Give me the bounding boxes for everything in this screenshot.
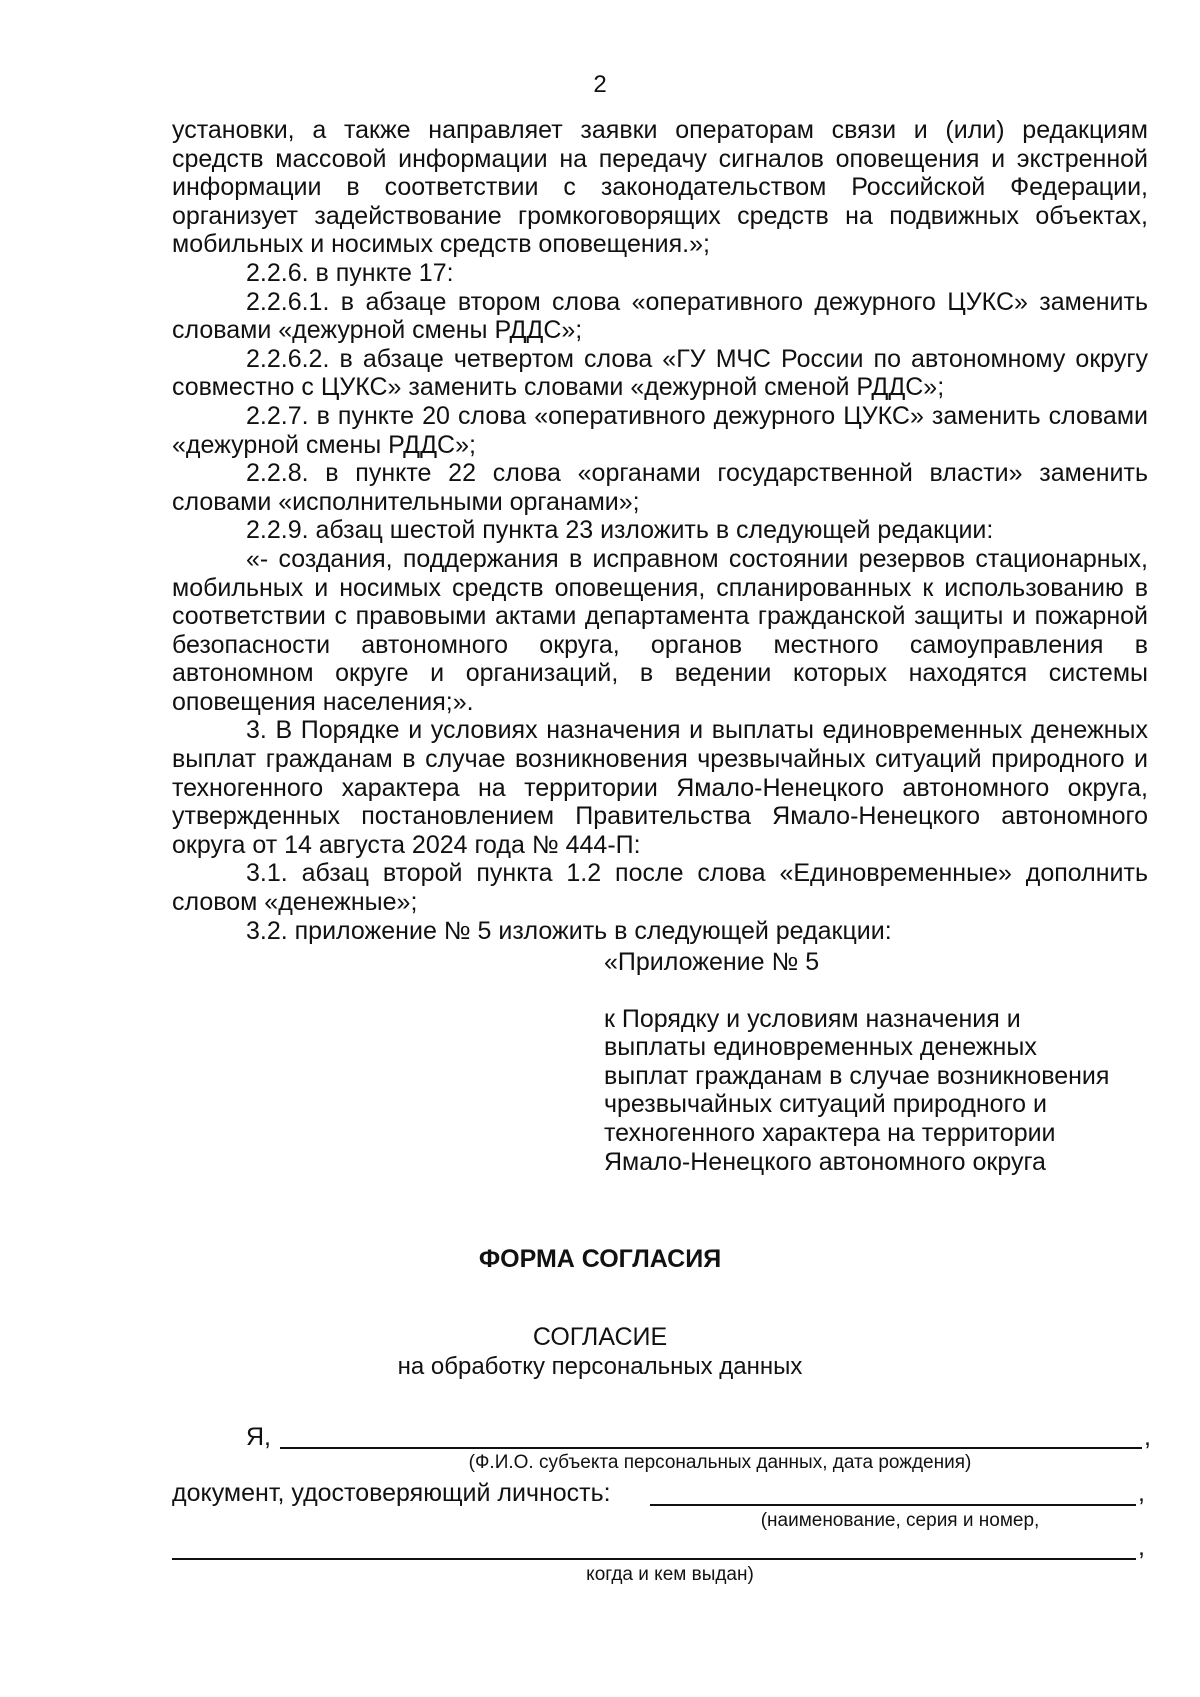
paragraph: 2.2.7. в пункте 20 слова «оперативного дежурного ЦУКС» заменить словами «дежурной смены РДДС»; [172,401,1148,459]
appendix-line: Ямало-Ненецкого автономного округа [604,1147,1046,1176]
id-document-label: документ, удостоверяющий личность: [172,1479,611,1507]
paragraph: 2.2.9. абзац шестой пункта 23 изложить в следующей редакции: [246,516,994,545]
fio-label: Я, [246,1423,271,1451]
id-document-field-line[interactable] [650,1504,1136,1506]
paragraph: установки, а также направляет заявки операторам связи и (или) редакциям средств массовой информации на передачу сигналов оповещения и экстренной информации в соответствии с законодательством Российской Федерации, организует задействование громкоговорящих средств на подвижных объектах, мобильных и носимых средств оповещения.»; [172,116,1148,259]
paragraph: 3. В Порядке и условиях назначения и выплаты единовременных денежных выплат гражданам в случае возникновения чрезвычайных ситуаций природного и техногенного характера на территории Ямало-Ненецкого автономного округа, утвержденных постановлением Правительства Ямало-Ненецкого автономного округа от 14 августа 2024 года № 444-П: [172,716,1148,859]
paragraph: 2.2.6. в пункте 17: [246,258,454,287]
issued-by-field-line[interactable] [172,1558,1136,1560]
id-document-comma: , [1138,1479,1145,1507]
fio-field-line[interactable] [280,1447,1142,1449]
paragraph: 3.2. приложение № 5 изложить в следующей редакции: [246,916,892,945]
appendix-line: чрезвычайных ситуаций природного и [604,1090,1047,1119]
appendix-title: «Приложение № 5 [604,948,820,976]
issued-by-caption: когда и кем выдан) [586,1564,754,1585]
issued-by-comma: , [1138,1533,1145,1561]
fio-comma: , [1144,1423,1151,1451]
consent-subtitle: на обработку персональных данных [397,1353,803,1380]
consent-title: СОГЛАСИЕ [532,1323,668,1351]
appendix-block [604,948,1144,1176]
paragraph: 2.2.8. в пункте 22 слова «органами государственной власти» заменить словами «исполнительными органами»; [172,459,1148,516]
paragraph: 2.2.6.1. в абзаце втором слова «оперативного дежурного ЦУКС» заменить словами «дежурной смены РДДС»; [172,287,1148,345]
id-document-caption: (наименование, серия и номер, [760,1510,1040,1531]
appendix-line: к Порядку и условиям назначения и [604,1004,1021,1033]
appendix-line: выплат гражданам в случае возникновения [604,1061,1110,1090]
appendix-line: техногенного характера на территории [604,1118,1056,1147]
appendix-line: выплаты единовременных денежных [604,1033,1037,1062]
fio-caption: (Ф.И.О. субъекта персональных данных, дата рождения) [468,1452,972,1473]
paragraph: «- создания, поддержания в исправном состоянии резервов стационарных, мобильных и носимых средств оповещения, спланированных к использованию в соответствии с правовыми актами департамента гражданской защиты и пожарной безопасности автономного округа, органов местного самоуправления в автономном округе и организаций, в ведении которых находятся системы оповещения населения;». [172,544,1148,716]
document-body [172,116,1148,945]
paragraph: 3.1. абзац второй пункта 1.2 после слова «Единовременные» дополнить словом «денежные»; [172,859,1148,917]
paragraph: 2.2.6.2. в абзаце четвертом слова «ГУ МЧС России по автономному округу совместно с ЦУКС» заменить словами «дежурной сменой РДДС»; [172,344,1148,402]
form-heading: ФОРМА СОГЛАСИЯ [478,1245,722,1273]
page-number: 2 [593,71,607,98]
